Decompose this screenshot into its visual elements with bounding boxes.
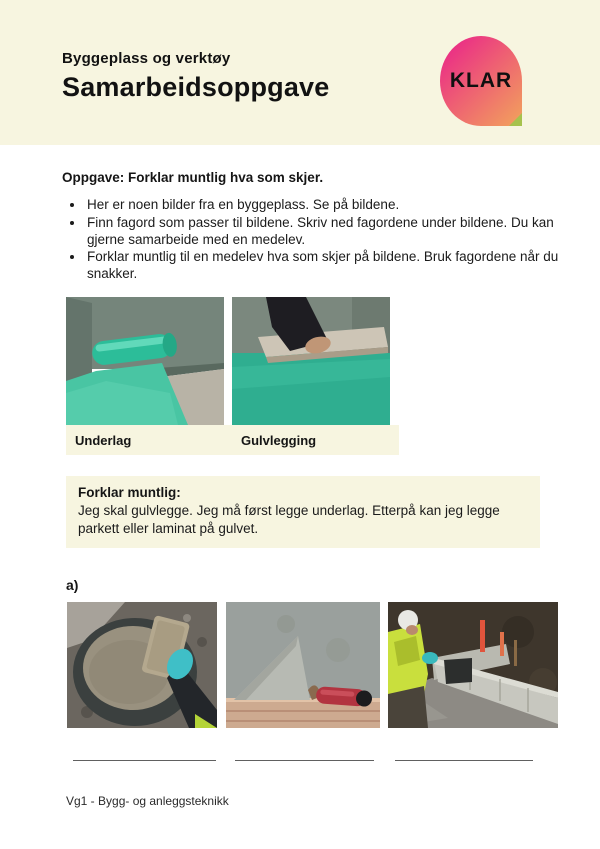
- curb-laying-photo: [388, 602, 558, 728]
- page-title: Samarbeidsoppgave: [62, 72, 330, 102]
- task-bullet: • Her er noen bilder fra en byggeplass. Se på bildene.: [85, 196, 563, 213]
- task-heading: Oppgave: Forklar muntlig hva som skjer.: [62, 170, 324, 185]
- klar-logo-text: KLAR: [449, 69, 513, 92]
- mortar-bucket-photo: [67, 602, 217, 728]
- underlay-roll-photo: [66, 297, 224, 425]
- task-bullet-list: [64, 196, 563, 283]
- answer-line: [395, 760, 533, 761]
- example-card-underlag: [66, 297, 224, 455]
- task-bullet: • Forklar muntlig til en medelev hva som skjer på bildene. Bruk fagordene når du snakker.: [85, 248, 563, 282]
- example-card-gulvlegging: [232, 297, 390, 455]
- header-kicker: Byggeplass og verktøy: [62, 50, 231, 67]
- photo-caption: Gulvlegging: [232, 425, 399, 455]
- speech-box-text: Jeg skal gulvlegge. Jeg må først legge underlag. Etterpå kan jeg legge parkett eller laminat på gulvet.: [78, 503, 500, 536]
- speech-box: [66, 476, 540, 548]
- trowel-photo: [226, 602, 380, 728]
- section-a-label: a): [66, 577, 79, 593]
- answer-line: [73, 760, 216, 761]
- header-band: [0, 0, 600, 145]
- footer-course-label: Vg1 - Bygg- og anleggsteknikk: [66, 794, 229, 808]
- photo-caption: Underlag: [66, 425, 233, 455]
- klar-logo: [440, 36, 522, 126]
- task-bullet: • Finn fagord som passer til bildene. Skriv ned fagordene under bildene. Du kan gjerne samarbeide med en medelev.: [85, 214, 563, 248]
- answer-line: [235, 760, 374, 761]
- speech-box-title: Forklar muntlig:: [78, 485, 181, 500]
- klar-logo-corner-triangle: [509, 113, 522, 126]
- laying-laminate-photo: [232, 297, 390, 425]
